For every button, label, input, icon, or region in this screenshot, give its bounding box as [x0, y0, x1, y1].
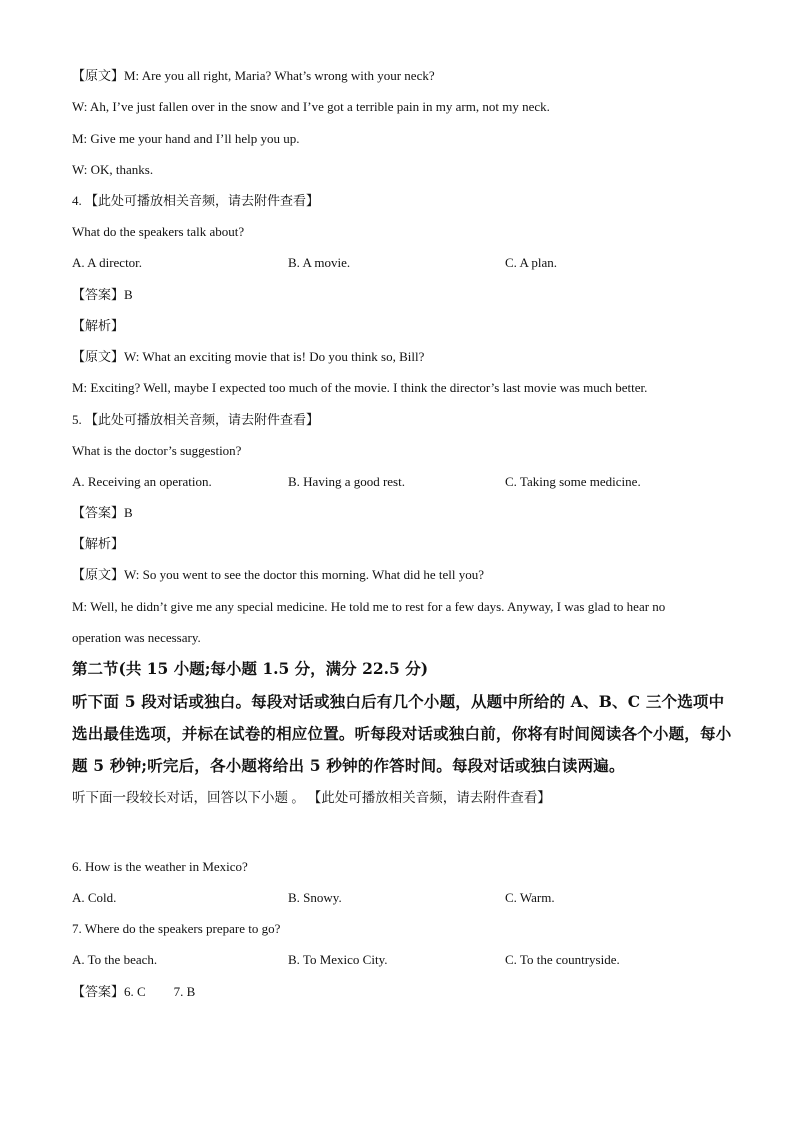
- question-5-text: What is the doctor’s suggestion?: [72, 443, 242, 458]
- transcript-q4-w: 【原文】W: What an exciting movie that is! Do you think so, Bill?: [72, 349, 425, 364]
- option-a: A. Receiving an operation.: [72, 474, 212, 489]
- question-7-options: [72, 951, 732, 969]
- transcript-q4-m: M: Exciting? Well, maybe I expected too much of the movie. I think the director’s last movie was much better.: [72, 380, 648, 395]
- transcript-q5-m: M: Well, he didn’t give me any special medicine. He told me to rest for a few days. Anyway, I was glad to hear no: [72, 599, 666, 614]
- transcript-q3-m2: M: Give me your hand and I’ll help you up.: [72, 131, 300, 146]
- analysis-5-label: 【解析】: [72, 536, 125, 551]
- option-a: A. A director.: [72, 255, 143, 270]
- long-dialogue-audio: 【此处可播放相关音频，请去附件查看】: [307, 790, 551, 805]
- question-7-text: 7. Where do the speakers prepare to go?: [72, 921, 281, 936]
- transcript-q3-w1: W: Ah, I’ve just fallen over in the snow and I’ve got a terrible pain in my arm, not my neck.: [72, 99, 550, 114]
- analysis-4-label: 【解析】: [72, 318, 125, 333]
- option-c: C. Taking some medicine.: [505, 474, 641, 489]
- option-b: B. To Mexico City.: [288, 952, 388, 967]
- answer-4: 【答案】B: [72, 287, 133, 302]
- long-dialogue-intro: [72, 789, 551, 807]
- long-dialogue-text: 听下面一段较长对话，回答以下小题: [72, 790, 288, 805]
- option-b: B. Snowy.: [288, 890, 342, 905]
- section-2-heading: 第二节(共 15 小题;每小题 1.5 分，满分 22.5 分): [72, 659, 429, 678]
- transcript-q3-m1: 【原文】M: Are you all right, Maria? What’s wrong with your neck?: [72, 68, 435, 83]
- transcript-q3-w2: W: OK, thanks.: [72, 162, 154, 177]
- option-a: A. To the beach.: [72, 952, 158, 967]
- question-5-number: 5. 【此处可播放相关音频，请去附件查看】: [72, 412, 320, 427]
- question-5-options: [72, 473, 732, 491]
- option-c: C. To the countryside.: [505, 952, 620, 967]
- transcript-q5-m-cont: operation was necessary.: [72, 630, 201, 645]
- question-6-options: [72, 889, 732, 907]
- answer-5: 【答案】B: [72, 505, 133, 520]
- answer-6-7: [72, 983, 195, 1001]
- long-dialogue-dot: 。: [291, 790, 305, 805]
- question-6-text: 6. How is the weather in Mexico?: [72, 859, 248, 874]
- option-c: C. Warm.: [505, 890, 555, 905]
- answer-7: 7. B: [173, 984, 196, 999]
- option-a: A. Cold.: [72, 890, 117, 905]
- question-4-options: [72, 254, 732, 272]
- option-c: C. A plan.: [505, 255, 558, 270]
- answer-6: 【答案】6. C: [72, 984, 146, 999]
- question-4-number: 4. 【此处可播放相关音频，请去附件查看】: [72, 193, 320, 208]
- section-2-instructions: 听下面 5 段对话或独白。每段对话或独白后有几个小题，从题中所给的 A、B、C 三个选项中选出最佳选项，并标在试卷的相应位置。听每段对话或独白前，你将有时间阅读各个小题，每小题 5 秒钟;听完后，各小题将给出 5 秒钟的作答时间。每段对话或独白读两遍。: [72, 692, 732, 775]
- option-b: B. Having a good rest.: [288, 474, 405, 489]
- transcript-q5-w: 【原文】W: So you went to see the doctor this morning. What did he tell you?: [72, 567, 484, 582]
- option-b: B. A movie.: [288, 255, 351, 270]
- question-4-text: What do the speakers talk about?: [72, 224, 245, 239]
